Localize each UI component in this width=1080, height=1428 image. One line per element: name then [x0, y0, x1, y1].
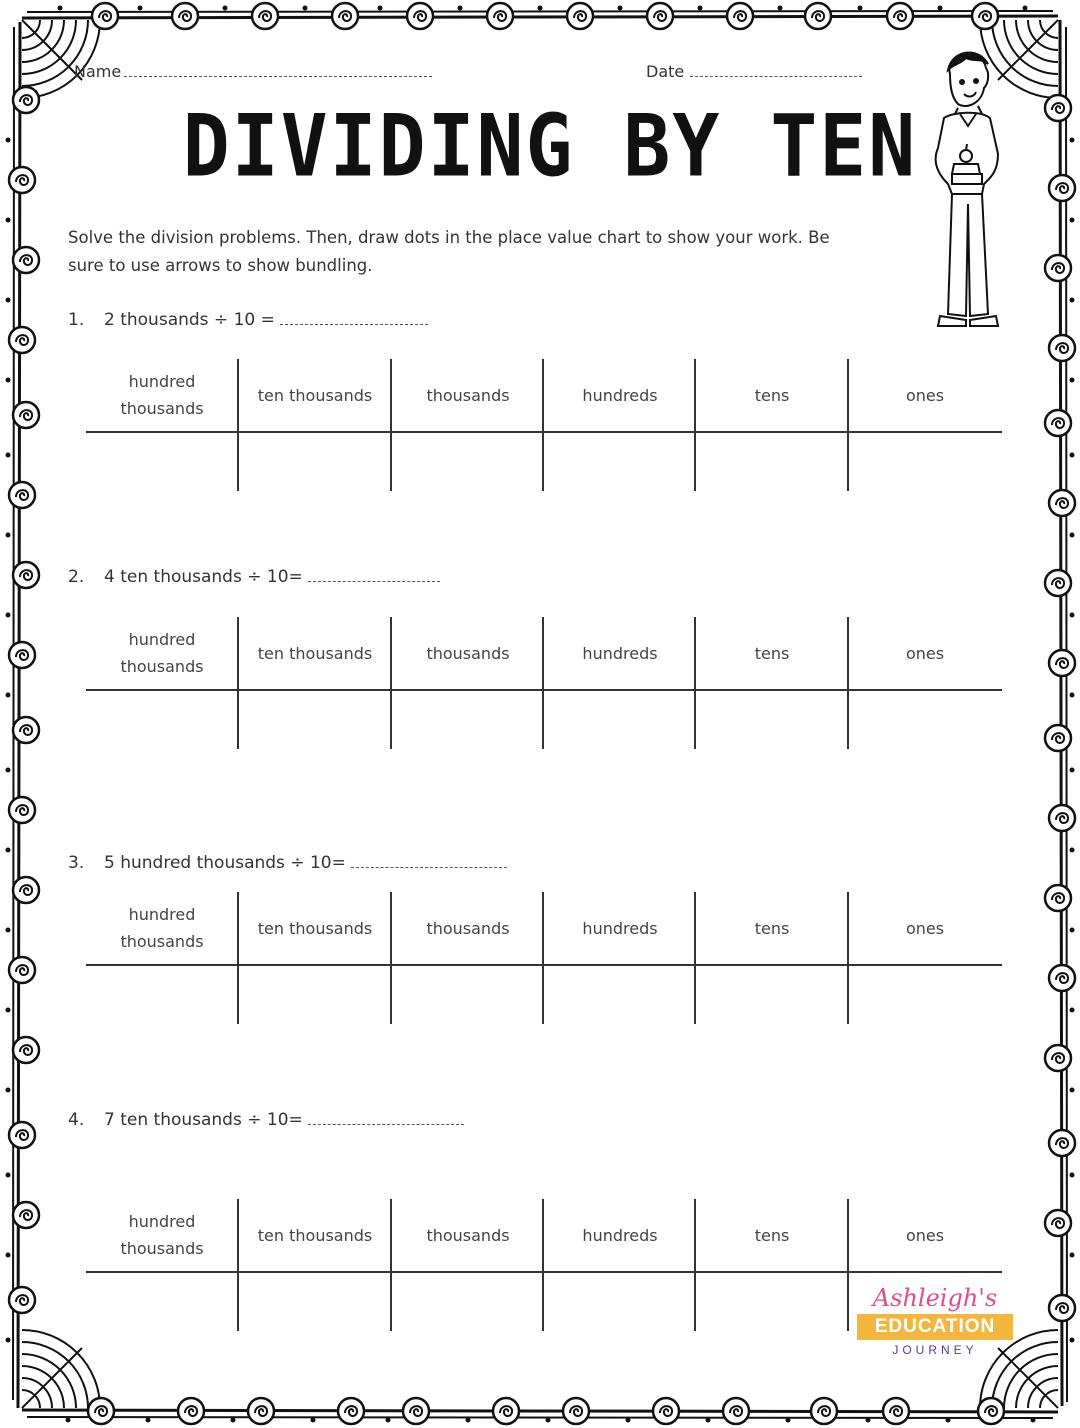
swirl-icon — [805, 3, 831, 29]
column-header: hundreds — [582, 385, 658, 405]
swirl-icon — [332, 3, 358, 29]
swirl-icon — [178, 1398, 204, 1424]
page-title: DIVIDING BY TEN — [182, 97, 918, 197]
date-label: Date — [646, 62, 685, 81]
swirl-icon — [92, 3, 118, 29]
swirl-icon — [1045, 570, 1071, 596]
problem-number: 3. — [68, 853, 85, 873]
problem-number: 1. — [68, 310, 85, 330]
column-header: tens — [754, 1225, 790, 1245]
swirl-icon — [9, 327, 35, 353]
answer-blank[interactable] — [351, 853, 507, 868]
logo-main: EDUCATION — [857, 1314, 1013, 1340]
swirl-icon — [647, 3, 673, 29]
column-header: tens — [754, 385, 790, 405]
column-header: hundred thousands — [120, 630, 204, 676]
logo-sub: JOURNEY — [892, 1343, 978, 1357]
answer-blank[interactable] — [280, 310, 428, 325]
column-header: tens — [754, 643, 790, 663]
problem-2 — [68, 567, 440, 587]
swirl-icon — [1049, 805, 1075, 831]
student-illustration — [918, 44, 1010, 334]
column-header: thousands — [426, 643, 510, 663]
answer-blank[interactable] — [308, 567, 440, 582]
name-field[interactable] — [124, 76, 432, 77]
place-value-chart — [86, 617, 1002, 749]
swirl-icon — [1045, 1210, 1071, 1236]
place-value-chart — [86, 359, 1002, 491]
swirl-icon — [1049, 1295, 1075, 1321]
swirl-icon — [887, 3, 913, 29]
swirl-icon — [407, 3, 433, 29]
swirl-icon — [172, 3, 198, 29]
swirl-icon — [403, 1398, 429, 1424]
swirl-icon — [1049, 490, 1075, 516]
swirl-icon — [13, 1202, 39, 1228]
date-field[interactable] — [690, 76, 862, 77]
swirl-icon — [248, 1398, 274, 1424]
answer-blank[interactable] — [308, 1110, 464, 1125]
problem-1 — [68, 310, 428, 330]
place-value-chart — [86, 892, 1002, 1024]
column-header: ones — [905, 1225, 945, 1245]
swirl-icon — [727, 3, 753, 29]
swirl-icon — [811, 1398, 837, 1424]
swirl-icon — [567, 3, 593, 29]
swirl-icon — [1045, 1045, 1071, 1071]
swirl-icon — [972, 3, 998, 29]
swirl-icon — [13, 717, 39, 743]
swirl-icon — [13, 562, 39, 588]
column-header: thousands — [426, 1225, 510, 1245]
problem-text: 2 thousands ÷ 10 = — [104, 310, 275, 330]
column-header: hundreds — [582, 918, 658, 938]
swirl-icon — [9, 642, 35, 668]
problem-4 — [68, 1110, 464, 1130]
column-header: thousands — [426, 385, 510, 405]
column-header: hundreds — [582, 1225, 658, 1245]
problem-3 — [68, 853, 507, 873]
problem-text: 7 ten thousands ÷ 10= — [104, 1110, 303, 1130]
column-header: thousands — [426, 918, 510, 938]
swirl-icon — [9, 957, 35, 983]
problem-number: 2. — [68, 567, 85, 587]
column-header: hundreds — [582, 643, 658, 663]
swirl-icon — [252, 3, 278, 29]
swirl-icon — [13, 247, 39, 273]
swirl-icon — [653, 1398, 679, 1424]
problem-number: 4. — [68, 1110, 85, 1130]
swirl-icon — [13, 1037, 39, 1063]
problem-text: 4 ten thousands ÷ 10= — [104, 567, 303, 587]
swirl-icon — [723, 1398, 749, 1424]
swirl-icon — [338, 1398, 364, 1424]
swirl-icon — [487, 3, 513, 29]
column-header: ten thousands — [257, 1225, 373, 1245]
column-header: ten thousands — [257, 643, 373, 663]
swirl-icon — [563, 1398, 589, 1424]
instructions: Solve the division problems. Then, draw dots in the place value chart to show your work. Be sure to use arrows to show bundling. — [68, 228, 830, 275]
column-header: ones — [905, 385, 945, 405]
column-header: ten thousands — [257, 385, 373, 405]
swirl-icon — [1049, 965, 1075, 991]
swirl-icon — [13, 877, 39, 903]
swirl-icon — [88, 1398, 114, 1424]
swirl-icon — [1049, 1130, 1075, 1156]
swirl-icon — [1045, 255, 1071, 281]
column-header: ones — [905, 643, 945, 663]
swirl-icon — [9, 1122, 35, 1148]
swirl-icon — [883, 1398, 909, 1424]
swirl-icon — [13, 402, 39, 428]
problem-text: 5 hundred thousands ÷ 10= — [104, 853, 346, 873]
swirl-icon — [1049, 335, 1075, 361]
name-label: Name — [74, 62, 122, 81]
column-header: hundred thousands — [120, 1212, 204, 1258]
column-header: hundred thousands — [120, 372, 204, 418]
column-header: ten thousands — [257, 918, 373, 938]
publisher-logo — [852, 1284, 1018, 1370]
swirl-icon — [1045, 885, 1071, 911]
swirl-icon — [9, 1287, 35, 1313]
swirl-icon — [1045, 410, 1071, 436]
swirl-icon — [1049, 650, 1075, 676]
swirl-icon — [1045, 725, 1071, 751]
swirl-icon — [9, 482, 35, 508]
logo-script: Ashleigh's — [872, 1284, 998, 1312]
column-header: ones — [905, 918, 945, 938]
column-header: tens — [754, 918, 790, 938]
swirl-icon — [493, 1398, 519, 1424]
swirl-icon — [9, 797, 35, 823]
column-header: hundred thousands — [120, 905, 204, 951]
swirl-icon — [978, 1398, 1004, 1424]
